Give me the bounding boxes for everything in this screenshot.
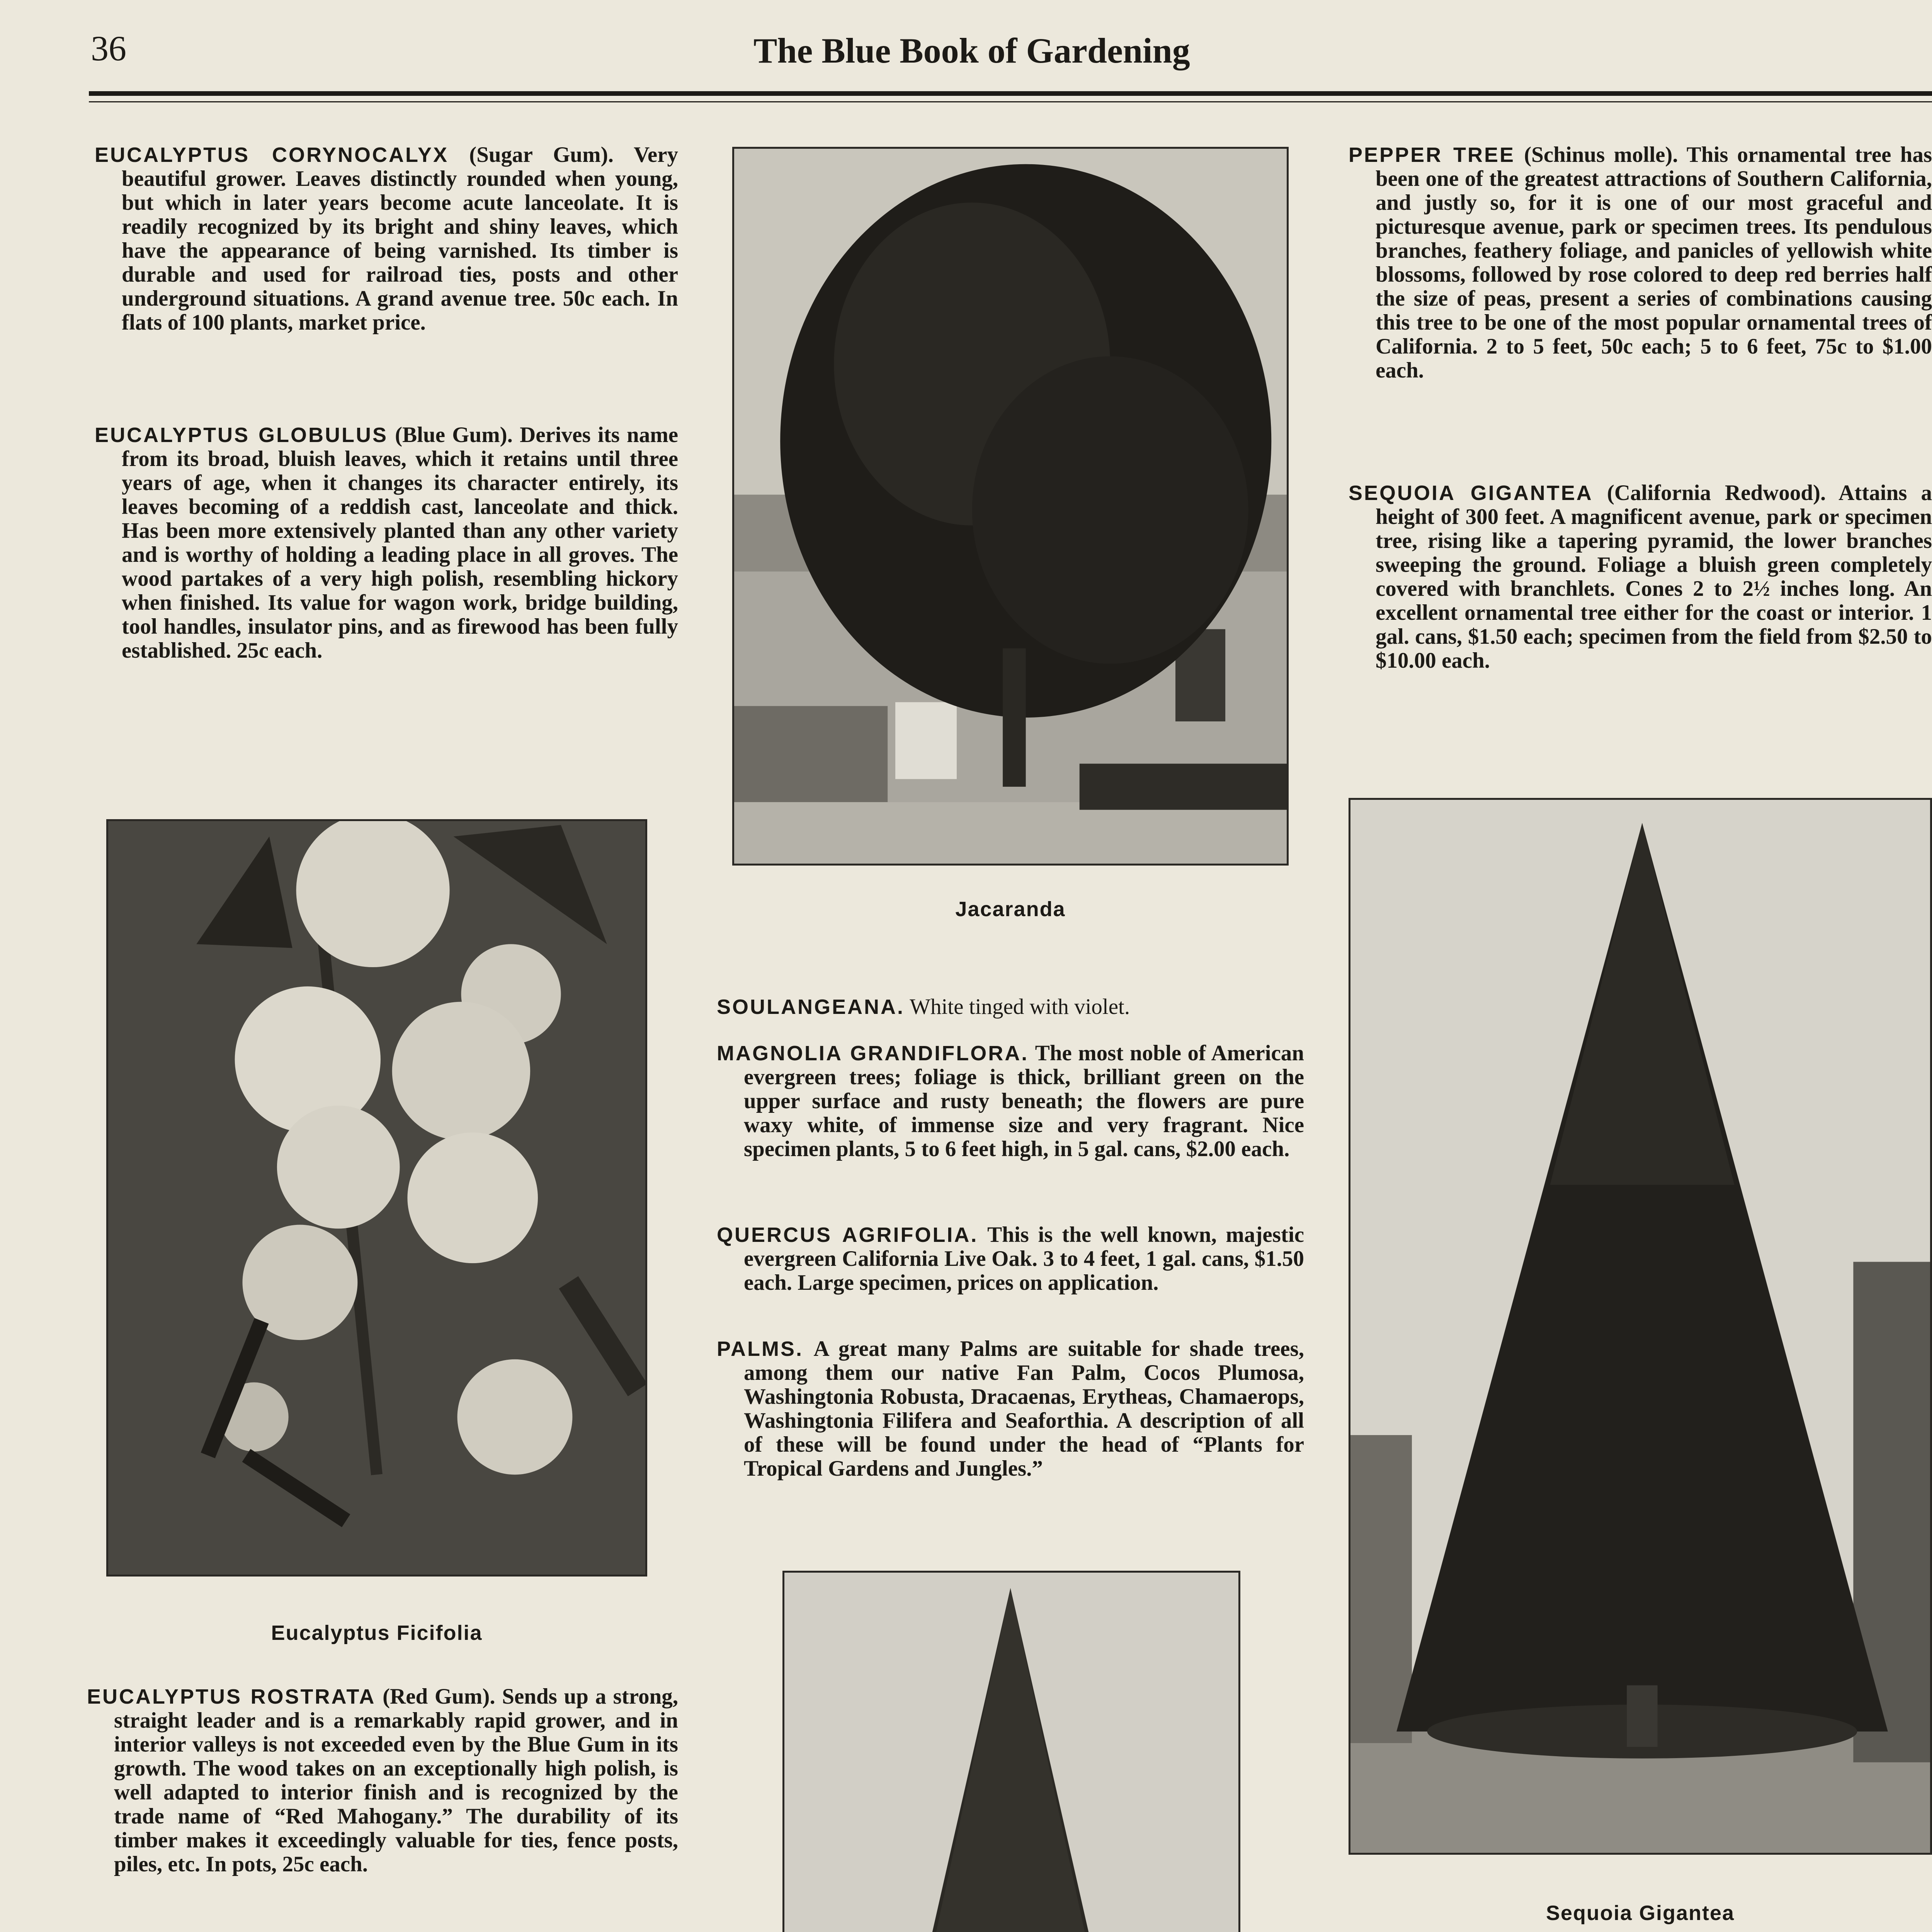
photo-sequoia-gigantea: [1349, 798, 1932, 1855]
entry-pepper-tree: [1349, 143, 1932, 383]
entry-head: EUCALYPTUS ROSTRATA: [87, 1685, 376, 1708]
photo-eucalyptus-ficifolia: [106, 819, 647, 1577]
jacaranda-photo-illustration: [734, 149, 1287, 864]
entry-head: PEPPER TREE: [1349, 143, 1515, 167]
caption-jacaranda: Jacaranda: [955, 898, 1066, 921]
entry-body: The most noble of American evergreen trees; foliage is thick, brilliant green on the upper surface and rusty beneath; the flowers are pure waxy white, of immense size and very fragrant. Nice specimen plants, 5 to 6 feet high, in 5 gal. cans, $2.00 each.: [744, 1041, 1304, 1161]
running-title: The Blue Book of Gardening: [753, 31, 1190, 70]
entry-eucalyptus-globulus: [95, 423, 678, 663]
entry-body: (Schinus molle). This ornamental tree has been one of the greatest attractions of Southern California, and justly so, for it is one of our most graceful and picturesque avenue, park or specimen trees. Its pendulous branches, feathery foliage, and panicles of yellowish white blossoms, followed by rose colored to deep red berries half the size of peas, present a series of combinations causing this tree to be one of the most popular ornamental trees of California. 2 to 5 feet, 50c each; 5 to 6 feet, 75c to $1.00 each.: [1376, 143, 1932, 383]
entry-body: A great many Palms are suitable for shade trees, among them our native Fan Palm, Cocos Plumosa, Washingtonia Robusta, Dracaenas, Erytheas, Chamaerops, Washingtonia Filifera and Seaforthia. A description of all of these will be found under the head of “Plants for Tropical Gardens and Jungles.”: [744, 1337, 1304, 1481]
flower-illustration: [108, 821, 645, 1575]
sterculia-photo-illustration: [784, 1573, 1238, 1932]
entry-head: PALMS.: [717, 1337, 803, 1361]
entry-eucalyptus-corynocalyx: [95, 143, 678, 335]
entry-head: SOULANGEANA.: [717, 995, 905, 1019]
header-rule: [89, 91, 1932, 96]
entry-body: (Red Gum). Sends up a strong, straight leader and is a remarkably rapid grower, and in interior valleys is not exceeded even by the Blue Gum in its growth. The wood takes on an exceptionally high polish, is well adapted to interior finish and is recognized by the trade name of “Red Mahogany.” The durability of its timber makes it exceedingly valuable for ties, fence posts, piles, etc. In pots, 25c each.: [114, 1684, 679, 1876]
entry-body: (California Redwood). Attains a height of 300 feet. A magnificent avenue, park or specimen tree, rising like a tapering pyramid, the lower branches sweeping the ground. Foliage a bluish green completely covered with branchlets. Cones 2 to 2½ inches long. An excellent ornamental tree either for the coast or interior. 1 gal. cans, $1.50 each; specimen from the field from $2.50 to $10.00 each.: [1376, 481, 1932, 673]
header-rule-thin: [89, 101, 1932, 102]
entry-body: (Sugar Gum). Very beautiful grower. Leaves distinctly rounded when young, but which in later years become acute lanceolate. It is readily recognized by its bright and shiny leaves, which have the appearance of being varnished. Its timber is durable and used for railroad ties, posts and other underground situations. A grand avenue tree. 50c each. In flats of 100 plants, market price.: [122, 143, 678, 335]
entry-head: SEQUOIA GIGANTEA: [1349, 481, 1593, 505]
entry-head: QUERCUS AGRIFOLIA.: [717, 1223, 978, 1247]
caption-sequoia-gigantea: Sequoia Gigantea: [1546, 1901, 1735, 1925]
sequoia-photo-illustration: [1350, 800, 1930, 1853]
entry-palms: [717, 1337, 1304, 1481]
entry-soulangeana: [717, 995, 1304, 1019]
entry-magnolia-grandiflora: [717, 1041, 1304, 1161]
entry-body: White tinged with violet.: [910, 995, 1130, 1019]
entry-body: (Blue Gum). Derives its name from its broad, bluish leaves, which it retains until three years of age, when it changes its character entirely, its leaves becoming of a reddish cast, lanceolate and thick. Has been more extensively planted than any other variety and is worthy of holding a leading place in all groves. The wood partakes of a very high polish, resembling hickory when finished. Its value for wagon work, bridge building, tool handles, insulator pins, and as firewood has been fully established. 25c each.: [122, 423, 678, 663]
photo-jacaranda: [732, 147, 1289, 866]
photo-sterculia-diversifolia: [782, 1571, 1240, 1932]
entry-eucalyptus-rostrata: [87, 1685, 678, 1876]
page-number: 36: [91, 29, 126, 68]
caption-eucalyptus-ficifolia: Eucalyptus Ficifolia: [271, 1621, 483, 1645]
entry-sequoia-gigantea: [1349, 481, 1932, 673]
entry-head: EUCALYPTUS GLOBULUS: [95, 423, 388, 447]
entry-body: This is the well known, majestic evergreen California Live Oak. 3 to 4 feet, 1 gal. cans, $1.50 each. Large specimen, prices on application.: [744, 1223, 1304, 1295]
entry-quercus-agrifolia: [717, 1223, 1304, 1295]
entry-head: MAGNOLIA GRANDIFLORA.: [717, 1042, 1029, 1065]
entry-head: EUCALYPTUS CORYNOCALYX: [95, 143, 449, 167]
